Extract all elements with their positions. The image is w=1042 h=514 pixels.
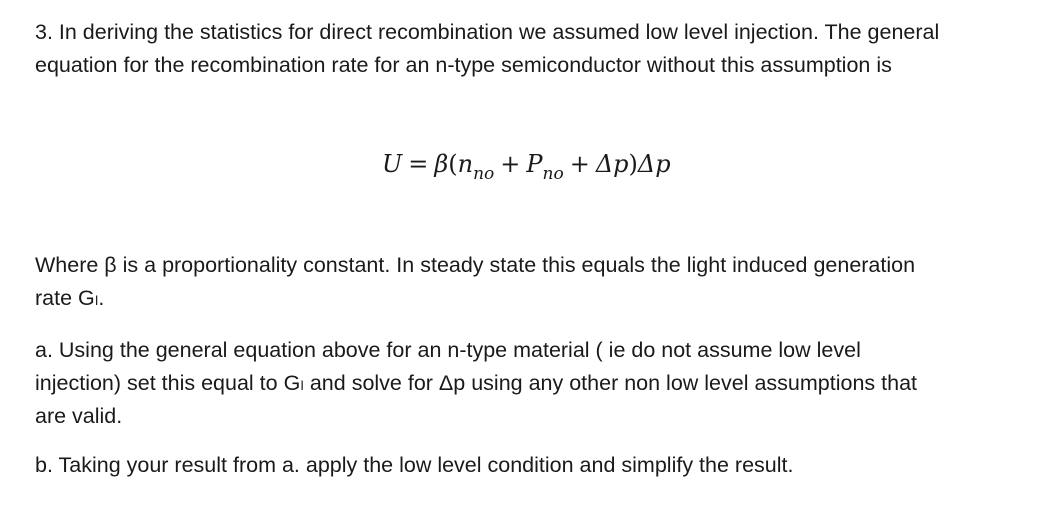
where-line-1: Where β is a proportionality constant. In steady state this equals the light induced generation bbox=[35, 253, 916, 277]
eq-n-subscript: no bbox=[473, 164, 495, 184]
eq-plus-1: + bbox=[500, 150, 521, 178]
eq-lhs: U bbox=[382, 150, 403, 178]
eq-close-paren: ) bbox=[628, 150, 638, 178]
where-line-2: rate Gₗ. bbox=[35, 286, 105, 310]
eq-beta: β bbox=[434, 150, 449, 178]
where-paragraph bbox=[35, 249, 915, 315]
part-a-line-1: a. Using the general equation above for an n-type material ( ie do not assume low level bbox=[35, 338, 861, 362]
part-b-paragraph bbox=[35, 449, 793, 482]
eq-open-paren: ( bbox=[448, 150, 458, 178]
eq-delta-p-2: Δp bbox=[637, 150, 671, 178]
eq-delta-p: Δp bbox=[595, 150, 629, 178]
eq-p: P bbox=[526, 150, 543, 178]
part-a-paragraph bbox=[35, 334, 917, 433]
part-a-line-3: are valid. bbox=[35, 404, 123, 428]
eq-n: n bbox=[457, 150, 474, 178]
part-a-line-2: injection) set this equal to Gₗ and solve for Δp using any other non low level assumptions that bbox=[35, 371, 918, 395]
eq-equals: = bbox=[408, 150, 429, 178]
eq-p-subscript: no bbox=[542, 164, 564, 184]
recombination-rate-equation bbox=[382, 147, 671, 184]
eq-plus-2: + bbox=[569, 150, 590, 178]
question-intro bbox=[35, 16, 939, 82]
part-b-line: b. Taking your result from a. apply the low level condition and simplify the result. bbox=[35, 453, 794, 477]
intro-line-2: equation for the recombination rate for an n-type semiconductor without this assumption is bbox=[35, 53, 892, 77]
intro-line-1: 3. In deriving the statistics for direct recombination we assumed low level injection. The general bbox=[35, 20, 940, 44]
